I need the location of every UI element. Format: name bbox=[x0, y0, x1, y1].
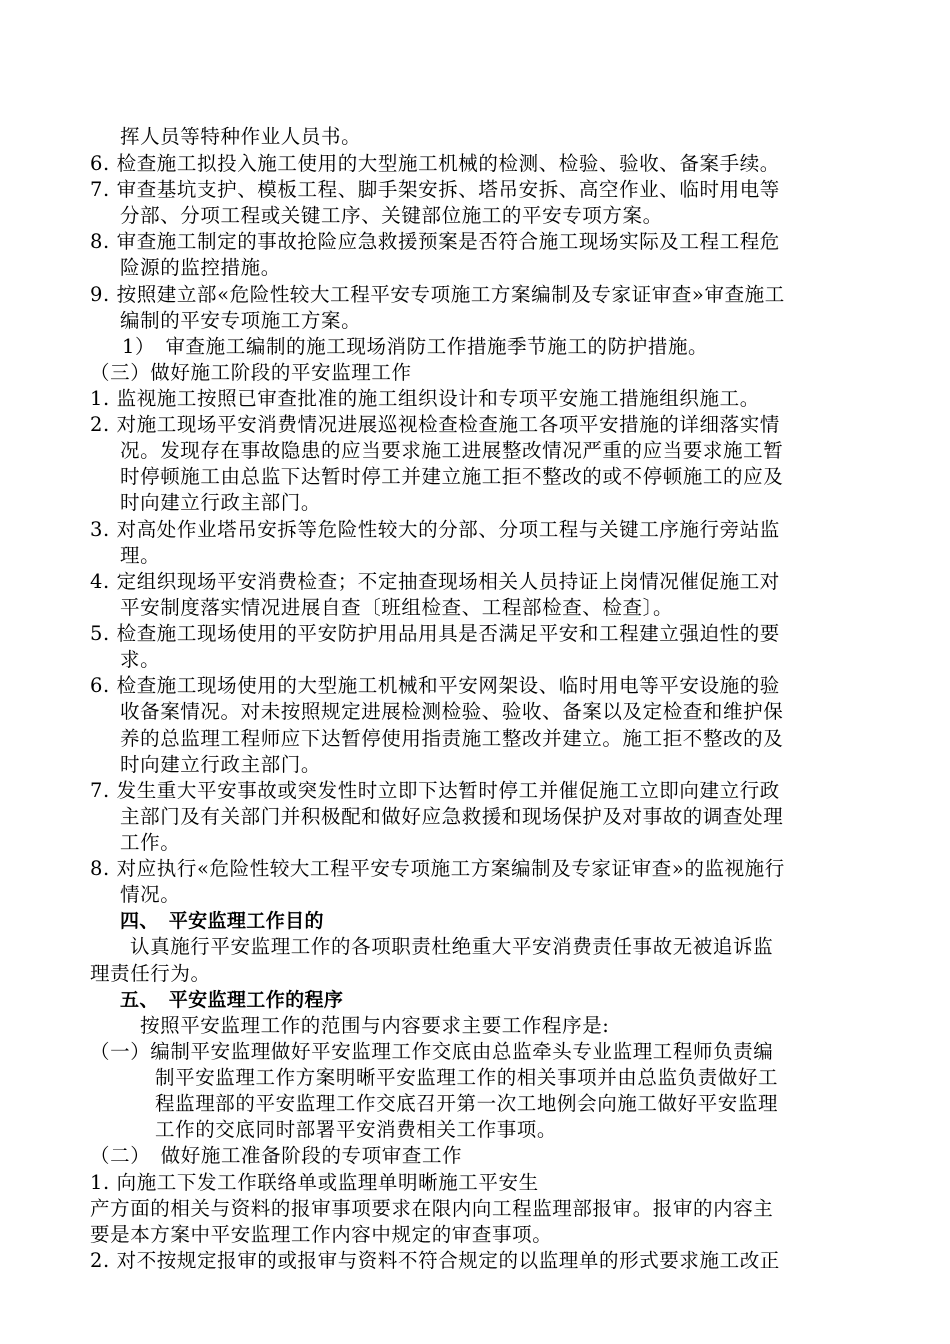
section-heading: 五、 平安监理工作的程序 bbox=[120, 989, 344, 1011]
section-heading: （三）做好施工阶段的平安监理工作 bbox=[90, 361, 412, 384]
text-line: 制平安监理工作方案明晰平安监理工作的相关事项并由总监负责做好工 bbox=[155, 1066, 779, 1089]
list-item: 9. 按照建立部«危险性较大工程平安专项施工方案编制及专家证审查»审查施工 bbox=[90, 283, 785, 306]
text-line: 险源的监控措施。 bbox=[120, 256, 281, 279]
paragraph-line: 要是本方案中平安监理工作内容中规定的审查事项。 bbox=[90, 1223, 553, 1246]
text-line: 工作的交底同时部署平安消费相关工作事项。 bbox=[155, 1118, 558, 1141]
text-line: 分部、分项工程或关键工序、关键部位施工的平安专项方案。 bbox=[120, 204, 663, 227]
text-line: 求。 bbox=[120, 648, 161, 671]
text-line: 养的总监理工程师应下达暂停使用指责施工整改并建立。施工拒不整改的及 bbox=[120, 727, 784, 750]
list-item: 4. 定组织现场平安消费检查；不定抽查现场相关人员持证上岗情况催促施工对 bbox=[90, 570, 780, 593]
paragraph-line: 按照平安监理工作的范围与内容要求主要工作程序是: bbox=[140, 1014, 610, 1037]
paragraph-line: 理责任行为。 bbox=[90, 962, 211, 985]
section-heading: （二） 做好施工准备阶段的专项审查工作 bbox=[90, 1144, 463, 1167]
text-line: 理。 bbox=[120, 544, 161, 567]
text-line: 主部门及有关部门并积极配和做好应急救援和现场保护及对事故的调查处理 bbox=[120, 805, 784, 828]
paragraph-line: 产方面的相关与资料的报审事项要求在限内向工程监理部报审。报审的内容主 bbox=[90, 1197, 774, 1220]
text-line: 平安制度落实情况进展自查〔班组检查、工程部检查、检查〕。 bbox=[120, 596, 674, 619]
list-item: 1） 审查施工编制的施工现场消防工作措施季节施工的防护措施。 bbox=[122, 335, 709, 358]
text-line: 编制的平安专项施工方案。 bbox=[120, 309, 362, 332]
list-item: 5. 检查施工现场使用的平安防护用品用具是否满足平安和工程建立强迫性的要 bbox=[90, 622, 780, 645]
text-line: 时停顿施工由总监下达暂时停工并建立施工拒不整改的或不停顿施工的应及 bbox=[120, 465, 784, 488]
list-item: 7. 审查基坑支护、模板工程、脚手架安拆、塔吊安拆、高空作业、临时用电等 bbox=[90, 178, 780, 201]
list-item: 6. 检查施工拟投入施工使用的大型施工机械的检测、检验、验收、备案手续。 bbox=[90, 152, 780, 175]
text-line: 情况。 bbox=[120, 883, 181, 906]
text-line: 工作。 bbox=[120, 831, 181, 854]
list-item: 2. 对施工现场平安消费情况进展巡视检查检查施工各项平安措施的详细落实情 bbox=[90, 413, 780, 436]
list-item: 2. 对不按规定报审的或报审与资料不符合规定的以监理单的形式要求施工改正 bbox=[90, 1249, 780, 1272]
paragraph-line: 认真施行平安监理工作的各项职责杜绝重大平安消费责任事故无被追诉监 bbox=[130, 935, 774, 958]
list-item: 7. 发生重大平安事故或突发性时立即下达暂时停工并催促施工立即向建立行政 bbox=[90, 779, 780, 802]
text-line: 况。发现存在事故隐患的应当要求施工进展整改情况严重的应当要求施工暂 bbox=[120, 439, 784, 462]
section-heading: 四、 平安监理工作目的 bbox=[120, 910, 324, 932]
text-line: 挥人员等特种作业人员书。 bbox=[120, 125, 362, 148]
list-item: 1. 监视施工按照已审查批准的施工组织设计和专项平安施工措施组织施工。 bbox=[90, 387, 760, 410]
list-item: （一）编制平安监理做好平安监理工作交底由总监牵头专业监理工程师负责编 bbox=[90, 1040, 774, 1063]
list-item: 6. 检查施工现场使用的大型施工机械和平安网架设、临时用电等平安设施的验 bbox=[90, 674, 780, 697]
list-item: 3. 对高处作业塔吊安拆等危险性较大的分部、分项工程与关键工序施行旁站监 bbox=[90, 518, 780, 541]
text-line: 收备案情况。对未按照规定进展检测检验、验收、备案以及定检查和维护保 bbox=[120, 700, 784, 723]
text-line: 时向建立行政主部门。 bbox=[120, 491, 322, 514]
text-line: 程监理部的平安监理工作交底召开第一次工地例会向施工做好平安监理 bbox=[155, 1092, 779, 1115]
list-item: 8. 审查施工制定的事故抢险应急救援预案是否符合施工现场实际及工程工程危 bbox=[90, 230, 780, 253]
list-item: 1. 向施工下发工作联络单或监理单明晰施工平安生 bbox=[90, 1171, 539, 1194]
list-item: 8. 对应执行«危险性较大工程平安专项施工方案编制及专家证审查»的监视施行 bbox=[90, 857, 785, 880]
text-line: 时向建立行政主部门。 bbox=[120, 753, 322, 776]
